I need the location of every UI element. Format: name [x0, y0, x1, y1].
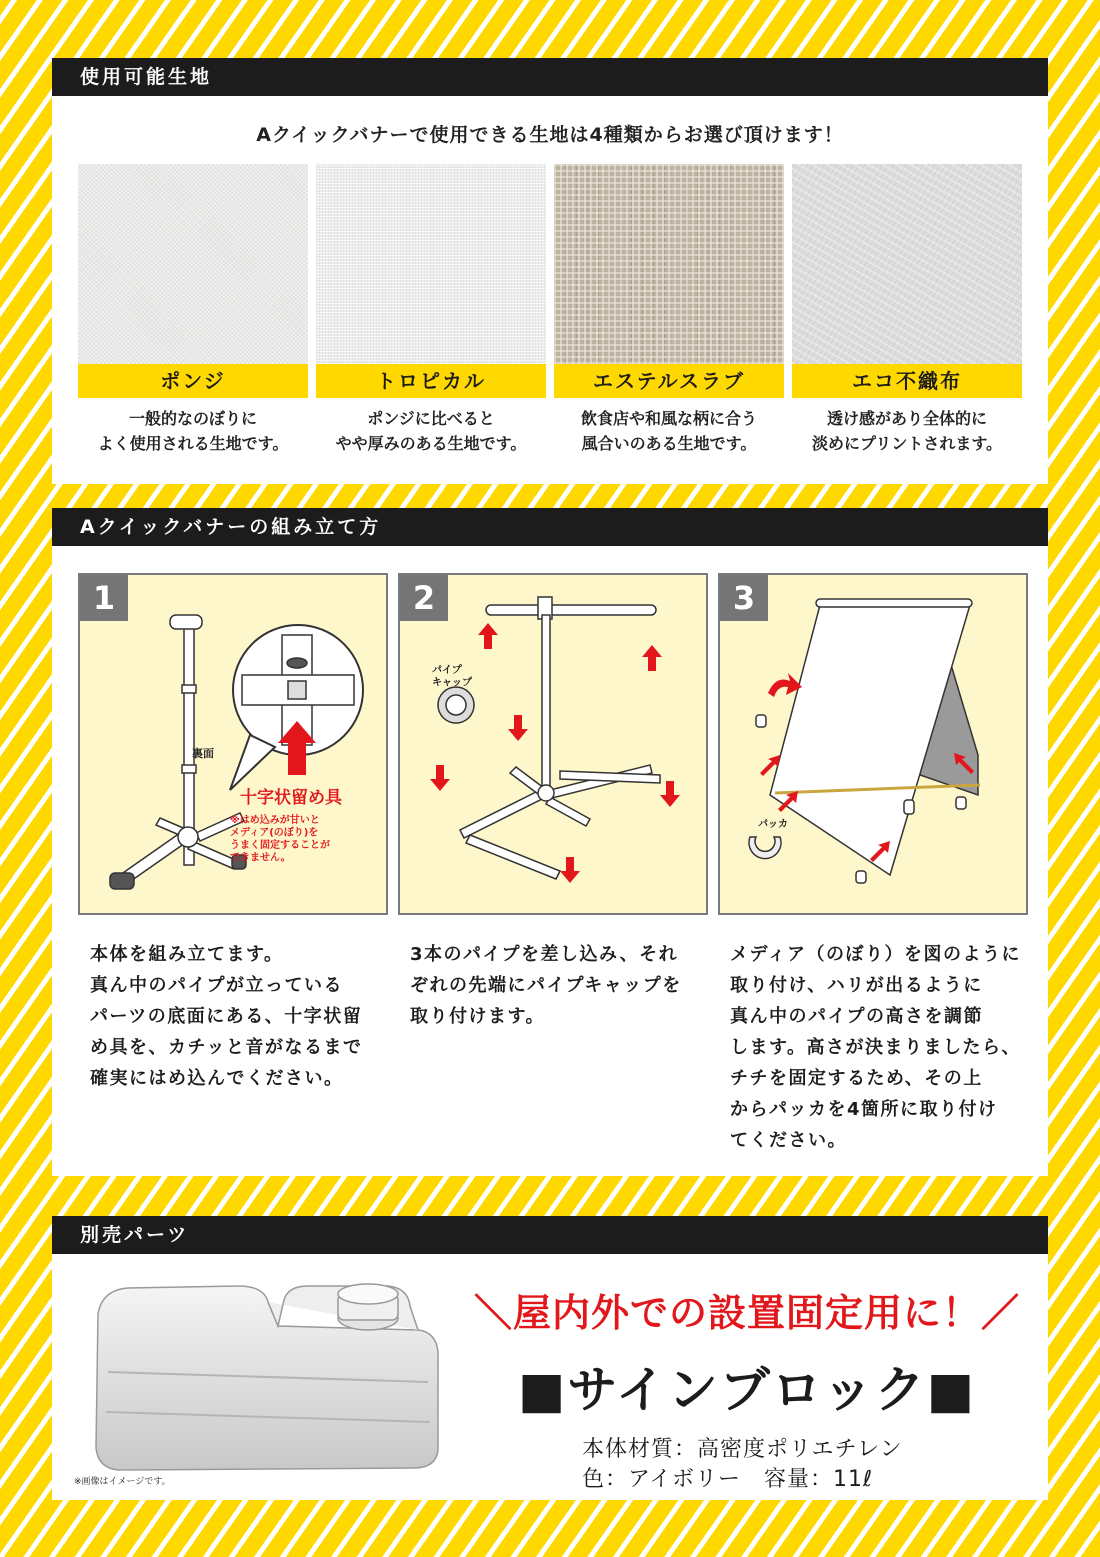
- fabrics-intro: Aクイックバナーで使用できる生地は4種類からお選び頂けます！: [256, 124, 844, 146]
- step-illustration: [78, 573, 388, 915]
- pipe-insert-illustration: [400, 575, 708, 915]
- label-back: 裏面: [192, 747, 214, 760]
- step-number: 2: [400, 575, 448, 621]
- fabric-name: エステルスラブ: [554, 364, 784, 398]
- stand-base-illustration: [80, 575, 388, 915]
- assembly-section: [52, 508, 1048, 1176]
- fabric-name: ポンジ: [78, 364, 308, 398]
- label-cross-clip: 十字状留め具: [240, 788, 342, 808]
- parts-header: 別売パーツ: [52, 1216, 1048, 1254]
- step-illustration: [718, 573, 1028, 915]
- product-color-capacity: 色：アイボリー 容量：11ℓ: [582, 1467, 874, 1492]
- fabric-item-eco: [792, 164, 1022, 456]
- label-note: ※はめ込みが甘いとメディア(のぼり)をうまく固定することができません。: [230, 815, 330, 864]
- fabric-description: 透け感があり全体的に 淡めにプリントされます。: [811, 409, 1003, 453]
- fabric-item-tropical: [316, 164, 546, 456]
- step-illustration: [398, 573, 708, 915]
- image-note: ※画像はイメージです。: [74, 1477, 171, 1487]
- fabric-photo: [554, 164, 784, 364]
- fabrics-section: [52, 58, 1048, 484]
- banner-attach-illustration: [720, 575, 1028, 915]
- parts-section: [52, 1216, 1048, 1500]
- fabric-photo: [78, 164, 308, 364]
- fabric-name: エコ不織布: [792, 364, 1022, 398]
- parts-slogan: ＼屋内外での設置固定用に！／: [473, 1291, 1020, 1335]
- fabric-photo: [792, 164, 1022, 364]
- fabric-description: 一般的なのぼりに よく使用される生地です。: [97, 409, 289, 453]
- assembly-step-1: [78, 573, 388, 1094]
- fabric-item-slub: [554, 164, 784, 456]
- assembly-header: Aクイックバナーの組み立て方: [52, 508, 1048, 546]
- label-packa: パッカ: [758, 819, 788, 830]
- step-instructions: 3本のパイプを差し込み、それ ぞれの先端にパイプキャップを 取り付けます。: [410, 944, 682, 1027]
- label-pipe-cap: パイプキャップ: [432, 665, 472, 689]
- fabric-item-pongee: [78, 164, 308, 456]
- fabrics-header: 使用可能生地: [52, 58, 1048, 96]
- fabric-name: トロピカル: [316, 364, 546, 398]
- step-instructions: 本体を組み立てます。 真ん中のパイプが立っている パーツの底面にある、十字状留 め具を、カチッと音がなるまで 確実にはめ込んでください。: [90, 944, 363, 1089]
- sign-block-image: [88, 1272, 448, 1472]
- fabric-list: [78, 164, 1023, 464]
- assembly-step-3: [718, 573, 1028, 1156]
- fabric-description: 飲食店や和風な柄に合う 風合いのある生地です。: [580, 409, 757, 453]
- assembly-step-2: [398, 573, 708, 1032]
- fabric-photo: [316, 164, 546, 364]
- step-number: 3: [720, 575, 768, 621]
- product-material: 本体材質：高密度ポリエチレン: [582, 1437, 903, 1462]
- product-name: ■サインブロック■: [518, 1361, 976, 1419]
- step-number: 1: [80, 575, 128, 621]
- step-instructions: メディア（のぼり）を図のように 取り付け、ハリが出るように 真ん中のパイプの高さを調節 します。高さが決まりましたら、 チチを固定するため、その上 からパッカを4箇所に取り付け てください。: [730, 944, 1022, 1151]
- fabric-description: ポンジに比べると やや厚みのある生地です。: [335, 409, 527, 453]
